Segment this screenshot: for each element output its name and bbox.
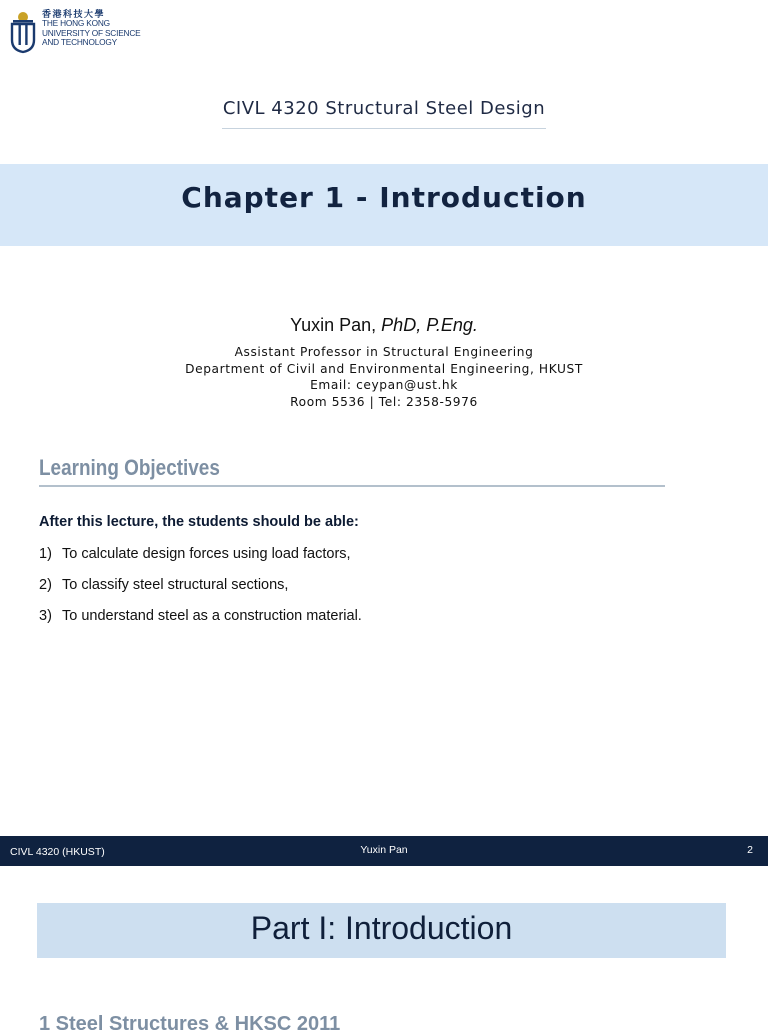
logo-line-1: THE HONG KONG <box>42 18 110 29</box>
list-item <box>39 546 351 562</box>
logo-line-2: UNIVERSITY OF SCIENCE <box>42 27 141 38</box>
list-item-number: 3) <box>39 608 52 624</box>
slide-footer <box>0 836 768 866</box>
author-room: Room 5536 | Tel: 2358-5976 <box>290 395 478 409</box>
hkust-emblem-icon <box>10 10 40 54</box>
author-name: Yuxin Pan, <box>290 315 377 335</box>
learning-objectives-rule <box>39 485 665 487</box>
list-item <box>39 608 362 624</box>
logo-line-3: AND TECHNOLOGY <box>42 37 117 48</box>
learning-objectives-heading: Learning Objectives <box>39 455 220 480</box>
footer-page-number: 2 <box>747 844 753 856</box>
logo-chinese-name: 香港科技大學 <box>42 9 106 19</box>
list-item-text: To calculate design forces using load factors, <box>62 546 351 562</box>
footer-course: CIVL 4320 (HKUST) <box>10 846 105 858</box>
author-email: Email: ceypan@ust.hk <box>310 378 458 392</box>
list-item-number: 1) <box>39 546 52 562</box>
author-department: Department of Civil and Environmental Engineering, HKUST <box>185 362 583 376</box>
list-item-text: To understand steel as a construction material. <box>62 608 362 624</box>
author-position: Assistant Professor in Structural Engineering <box>234 345 534 359</box>
course-title-underline <box>222 128 546 129</box>
author-name-line <box>0 315 768 336</box>
learning-objectives-intro: After this lecture, the students should be able: <box>39 514 359 530</box>
footer-author: Yuxin Pan <box>360 844 408 856</box>
author-credentials: PhD, P.Eng. <box>381 315 478 335</box>
section-heading: 1 Steel Structures & HKSC 2011 <box>39 1013 341 1035</box>
course-title: CIVL 4320 Structural Steel Design <box>222 98 546 119</box>
list-item <box>39 577 288 593</box>
part-title: Part I: Introduction <box>250 910 513 946</box>
chapter-title: Chapter 1 - Introduction <box>181 181 587 214</box>
hkust-logo <box>10 8 160 56</box>
list-item-number: 2) <box>39 577 52 593</box>
list-item-text: To classify steel structural sections, <box>62 577 289 593</box>
hkust-logo-text <box>42 10 140 48</box>
